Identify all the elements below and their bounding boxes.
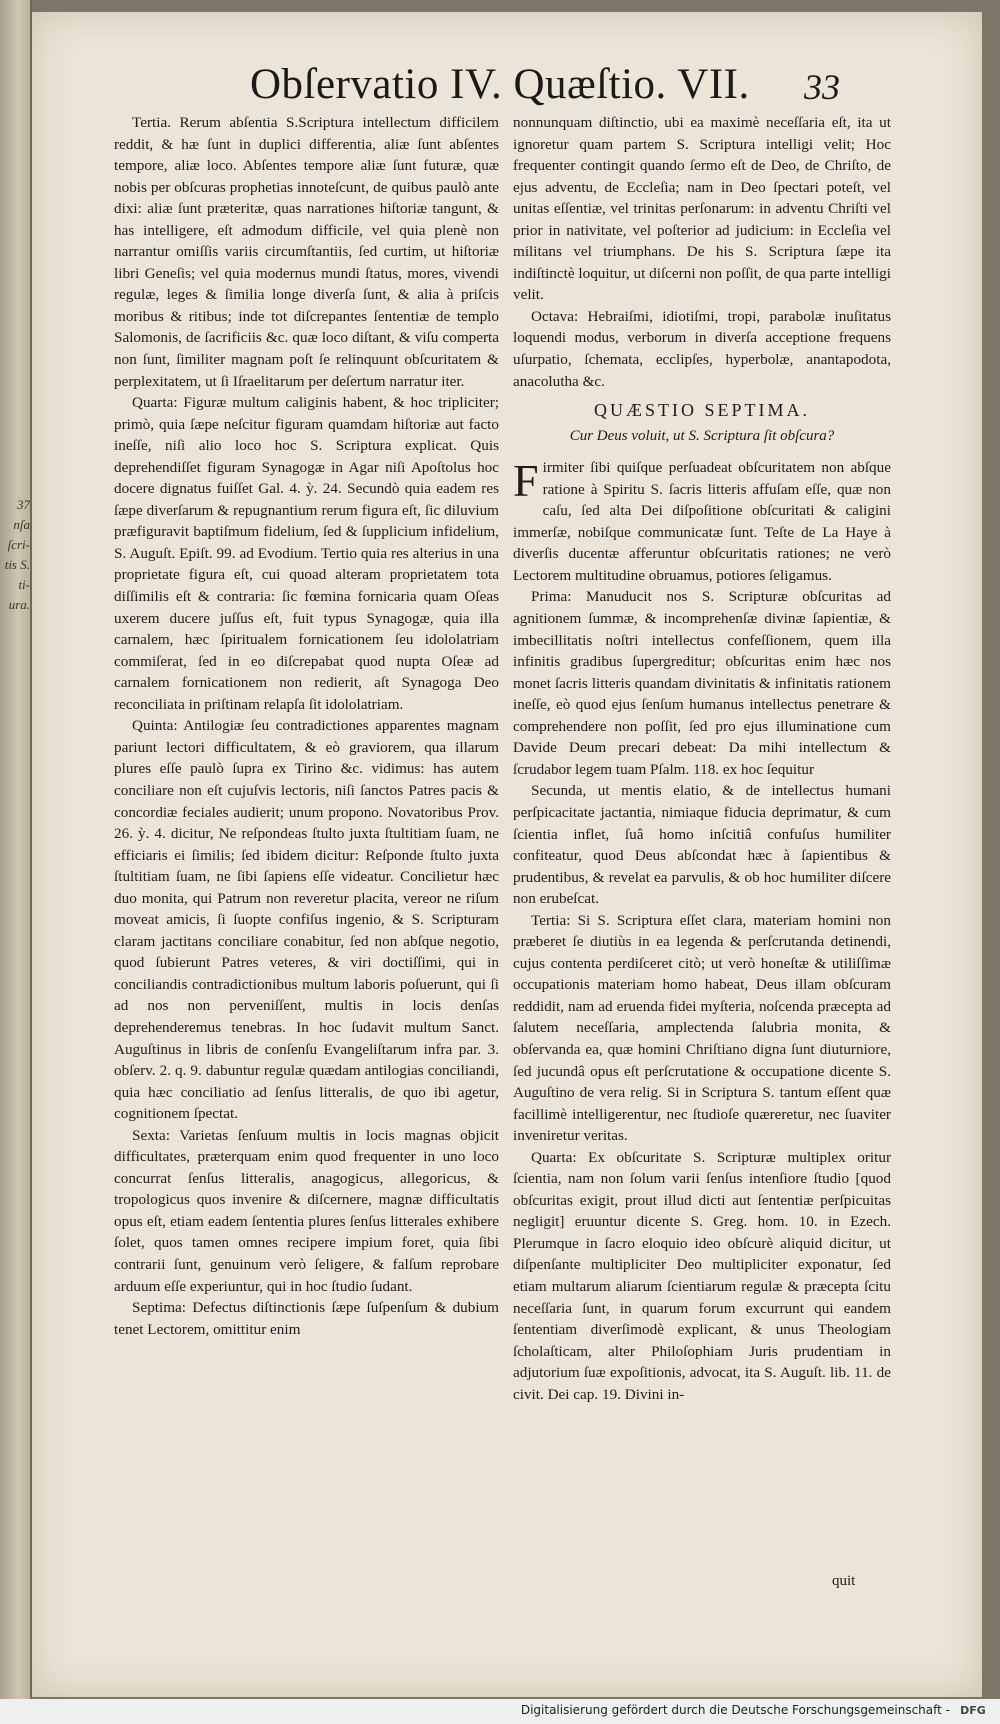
intro-text: irmiter ſibi quiſque perſuadeat obſcuritatem non abſque ratione à Spiritu S. ſacris litteris affuſam eſſe, quæ non caſu, ſed alta Dei diſpoſitione obſcuritati & caligini immerſæ, nobiſque communicatæ ſunt. Teſte de La Haye à diverſis ducentæ afferuntur obſcuritatis rationes; ne verò Lectorem multitudine obruamus, potiores ſeligamus. bbox=[513, 459, 891, 584]
paragraph-sexta: Sexta: Varietas ſenſuum multis in locis magnas objicit difficultates, præterquam enim quod frequenter in uno loco concurrat ſenſus litteralis, anagogicus, allegoricus, & tropologicus quos invenire & diſcernere, magnæ difficultatis opus eſt, etiam eadem ſententia plures ſenſus litterales exhibere ſolet, quos tamen omnes recipere impium foret, quia ſibi contrarii ſunt, genuinum verò ſeligere, & falſum reprobare arduum eſſe experiuntur, qui in hoc ſtudio ſudant. bbox=[114, 1126, 499, 1295]
digitization-footer bbox=[0, 1699, 1000, 1724]
adjacent-page-edge bbox=[0, 0, 32, 1700]
section-subtitle: Cur Deus voluit, ut S. Scriptura ſit obſcura? bbox=[569, 427, 835, 444]
paragraph-secunda: Secunda, ut mentis elatio, & de intellectus humani perſpicacitate jactantia, nimiaque fiducia deprimatur, & cum ſcientia inflet, ſuâ homo inſcitiâ confuſus humiliter confiteatur, quod Deus abſcondat hæc à ſapientibus & prudentibus, & revelat ea parvulis, & ob hoc humiliter diſcere non erubeſcat. bbox=[513, 782, 891, 908]
page-header bbox=[32, 60, 982, 120]
right-column bbox=[513, 112, 891, 1405]
section-title: QUÆSTIO SEPTIMA. bbox=[593, 400, 810, 421]
paragraph-continuation: nonnunquam diſtinctio, ubi ea maximè neceſſaria eſt, ita ut ignoretur quam partem S. Scriptura intelligi velit; Hoc frequenter contingit quando ſermo eſt de Deo, de Chriſto, de ejus adventu, de Eccleſia; nam in Deo ſpectari poteſt, vel unitas eſſentiæ, vel trinitas perſonarum: in adventu Chriſti vel prior in nativitate, vel poſterior ad judicium: in Eccleſia vel militans vel triumphans. De his S. Scriptura ſæpe ita indiſtinctè loquitur, ut diſcerni non poſſit, de qua parte intelligi velit. bbox=[513, 114, 891, 304]
dfg-logo: DFG bbox=[960, 1704, 986, 1717]
paragraph-tertia-ratio: Tertia: Si S. Scriptura eſſet clara, materiam homini non præberet ſe diutiùs in ea legenda & perſcrutanda detinendi, cujus contenta perdiſceret citò; ut verò honeſtæ & utiliſſimæ occupationis materiam homo habeat, Deus illam obſcuram reddidit, nam ad eruenda fidei myſteria, noſcenda præcepta ad ſalutem neceſſaria, amplectenda ſalubria monita, & obſervanda ea, quæ homini Chriſtiano digna ſunt diuturniore, ſed jucundâ opus eſt perſcrutatione & occupatione dicente S. Auguſtino de vera relig. Si in Scriptura S. tantum eſſent quæ facillimè intelligerentur, nec ſtudioſe quæreretur, nec ſuaviter inveniretur veritas. bbox=[513, 911, 891, 1145]
page-number: 33 bbox=[804, 67, 840, 107]
paragraph-octava: Octava: Hebraiſmi, idiotiſmi, tropi, parabolæ inuſitatus loquendi modus, verborum in diverſa acceptione frequens uſurpatio, ſchemata, ecclipſes, hyperbolæ, anantapodota, anacolutha &c. bbox=[513, 307, 891, 390]
paragraph-prima: Prima: Manuducit nos S. Scripturæ obſcuritas ad agnitionem ſummæ, & incomprehenſæ divinæ ſapientiæ, & imbecillitatis noſtri intellectus confeſſionem, quem illa infinitis gradibus ſupergreditur; obſcuritas enim hæc nos monet ſacris litteris quandam divinitatis & infinitatis rationem ineſſe, eò quod ejus ſenſum humanus intellectus penetrare & comprehendere non poſſit, ſed pro ejus illuminatione cum Davide Deum precari debeat: Da mihi intellectum & ſcrudabor legem tuam Pſalm. 118. ex hoc ſequitur bbox=[513, 588, 891, 778]
running-head: Obſervatio IV. Quæſtio. VII. bbox=[250, 61, 750, 108]
catchword: quit bbox=[832, 1573, 856, 1589]
paragraph-quarta: Quarta: Figuræ multum caliginis habent, & hoc tripliciter; primò, quia ſæpe neſcitur figuram quamdam hiſtoriæ aut facto ineſſe, niſi alio loco hoc S. Scriptura explicat. Quis deprehendiſſet figuram Synagogæ in Agar niſi Apoſtolus hoc docere dignatus fuiſſet Gal. 4. ỳ. 24. Secundò quia eadem res ſæpe diverſarum & repugnantium rerum figura eſt, ſic diluvium præfiguravit baptiſmum fidelium, ſed & ſupplicium infidelium, S. Auguſt. Epiſt. 99. ad Evodium. Tertio quia res alterius in una proprietate figura eſt, cui quoad alteram proprietatem tota diſſimilis eſt & contraria: ſic fœmina fornicaria quam Oſeas uxerem ducere juſſus eſt, fuit typus Synagogæ, quia illa carnalem, hæc ſpiritualem fornicationem ſeu idololatriam commiſerat, ſed in eo diſcrepabat quod nupta Oſeæ ad carnalem fornicationem non redierit, aſt Synagoga Deo reconciliata in priſtinam relapſa ſit idololatriam. bbox=[114, 394, 499, 713]
paragraph-quarta-ratio: Quarta: Ex obſcuritate S. Scripturæ multiplex oritur ſcientia, nam non ſolum varii ſenſus intenſiore ſtudio [quod obſcuritas exigit, prout illud dicti aut ſententiæ perſpicuitas negligit] eruuntur dicente S. Greg. hom. 10. in Ezech. Plerumque in ſacro eloquio ideo obſcurè aliquid dicitur, ut diſpenſante multipliciter Deo multipliciter exponatur, ſed etiam multarum aliarum ſcientiarum regulæ & præcepta ſcitu neceſſaria ſunt, in quarum forum excurrunt qui eandem ſententiam diverſimodè explicant, & unus Theologiam ſcholaſticam, alter Philoſophiam Juris prudentiam in adjutorium ſuæ expoſitionis, advocat, ita S. Auguſt. lib. 11. de civit. Dei cap. 19. Divini in- bbox=[513, 1148, 891, 1403]
paragraph-intro bbox=[513, 457, 891, 586]
paragraph-septima: Septima: Defectus diſtinctionis ſæpe ſuſpenſum & dubium tenet Lectorem, omittitur enim bbox=[114, 1299, 499, 1338]
paragraph-quinta: Quinta: Antilogiæ ſeu contradictiones apparentes magnam pariunt lectori difficultatem, & eò graviorem, qua illarum plures eſſe paulò ſupra ex Tirino &c. vidimus: has autem conciliare non eſt cujuſvis lectoris, niſi ſanctos Patres pacis & concordiæ feciales audierit; unum propono. Novatoribus Prov. 26. ỳ. 4. dicitur, Ne reſpondeas ſtulto juxta ſtultitiam ſuam, ne efficiaris ei ſimilis; ſed ibidem dicitur: Reſponde ſtulto juxta ſtultitiam ſuam, ne ſibi ſapiens eſſe videatur. Concilietur hæc duo monita, qui Patrum non reveretur placita, vereor ne riſum moveat amicis, ſi ſuopte confiſus ingenio, & S. Scripturam claram jactitans conciliare conabitur, ſed non abſque negotio, quod ſubierunt Patres veteres, & viri doctiſſimi, qui in conciliandis contradictionibus multum laboris poſuerunt, qui ſi ad nos non perveniſſent, multis in locis denſas deprehenderemus tenebras. In hoc ſudavit multum Sanct. Auguſtinus in libris de conſenſu Evangeliſtarum infra par. 3. obſerv. 2. q. 9. dabuntur regulæ quædam antilogias conciliandi, quia hæc conciliatio ad ſenſus litteralis, de quo ibi agetur, cognitionem ſpectat. bbox=[114, 717, 499, 1123]
footer-credit: Digitalisierung gefördert durch die Deutsche Forschungsgemeinschaft - bbox=[520, 1703, 950, 1717]
left-column bbox=[114, 112, 499, 1340]
drop-cap: F bbox=[513, 455, 539, 507]
left-margin-note: 37 nſa ſcri- tis S. ti- ura. bbox=[4, 497, 30, 612]
book-page bbox=[32, 12, 982, 1697]
paragraph-tertia: Tertia. Rerum abſentia S.Scriptura intellectum difficilem reddit, & hæ ſunt in duplici differentia, aliæ ſunt abſentes tempore, aliæ loco. Abſentes tempore aliæ ſunt futuræ, quæ nobis per obſcuras prophetias innoteſcunt, de quibus paulò ante dixi: aliæ ſunt præteritæ, quas narrationes hiſtoriæ tangunt, & has intelligere, eſt admodum difficile, vel quia plenè non narrantur omiſſis variis circumſtantiis, ſed curtim, ut hiſtoriæ libri Geneſis; vel quia modernus mundi ſtatus, mores, vivendi regulæ, leges & ſimilia longe diverſa ſunt, & alia à priſcis moribus & ritibus; inde tot diſcrepantes ſententiæ de templo Salomonis, de ſacrificiis &c. quæ loco diſtant, & viſu comperta non ſunt, ſimiliter magnam poſt ſe relinquunt obſcuritatem & perplexitatem, ut ſi Iſraelitarum per deſertum narratur iter. bbox=[114, 114, 499, 390]
